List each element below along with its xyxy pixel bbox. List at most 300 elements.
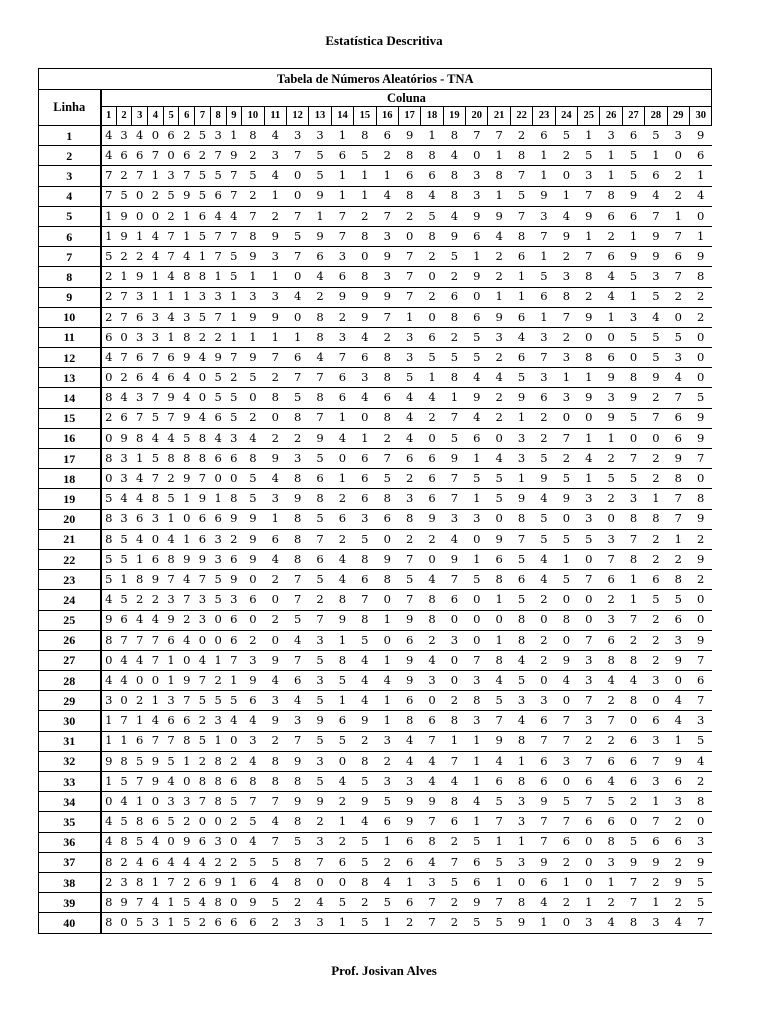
digit-cell: 1 [132,226,148,246]
digit-cell: 1 [555,872,577,892]
digit-cell: 6 [210,449,226,469]
digit-cell: 9 [179,408,195,428]
digit-cell: 4 [132,852,148,872]
digit-cell: 4 [510,650,532,670]
row-label: 33 [39,772,101,792]
row-label: 15 [39,408,101,428]
table-row [39,731,712,751]
digit-cell: 6 [667,610,689,630]
digit-cell: 9 [510,913,532,934]
digit-cell: 9 [179,671,195,691]
digit-cell: 8 [264,388,286,408]
digit-cell: 6 [195,872,211,892]
digit-cell: 4 [195,852,211,872]
digit-cell: 8 [179,449,195,469]
digit-cell: 8 [510,731,532,751]
digit-cell: 4 [466,368,488,388]
digit-cell: 1 [116,731,132,751]
digit-cell: 2 [101,307,117,327]
digit-cell: 9 [533,792,555,812]
digit-cell: 1 [148,287,164,307]
digit-cell: 6 [667,247,689,267]
digit-cell: 1 [488,287,510,307]
digit-cell: 5 [555,126,577,146]
table-row [39,792,712,812]
digit-cell: 5 [555,469,577,489]
digit-cell: 2 [667,166,689,186]
digit-cell: 5 [555,792,577,812]
digit-cell: 2 [376,428,398,448]
digit-cell: 5 [195,691,211,711]
digit-cell: 0 [578,549,600,569]
digit-cell: 5 [242,469,264,489]
digit-cell: 7 [510,206,532,226]
table-row [39,751,712,771]
column-number: 19 [443,107,465,126]
digit-cell: 9 [286,489,308,509]
digit-cell: 5 [645,327,667,347]
digit-cell: 8 [116,751,132,771]
digit-cell: 5 [645,287,667,307]
digit-cell: 7 [398,247,420,267]
digit-cell: 8 [101,893,117,913]
digit-cell: 3 [226,590,242,610]
digit-cell: 7 [690,650,712,670]
digit-cell: 6 [443,590,465,610]
digit-cell: 4 [226,711,242,731]
table-body [39,126,712,934]
digit-cell: 6 [148,852,164,872]
digit-cell: 4 [132,489,148,509]
digit-cell: 5 [264,893,286,913]
digit-cell: 5 [179,428,195,448]
digit-cell: 9 [242,529,264,549]
column-number: 14 [331,107,353,126]
digit-cell: 1 [226,872,242,892]
digit-cell: 8 [443,126,465,146]
digit-cell: 5 [622,166,644,186]
digit-cell: 1 [376,832,398,852]
digit-cell: 7 [398,287,420,307]
digit-cell: 2 [645,549,667,569]
digit-cell: 8 [354,751,376,771]
digit-cell: 9 [690,509,712,529]
digit-cell: 9 [309,792,331,812]
digit-cell: 2 [163,469,179,489]
row-label: 37 [39,852,101,872]
digit-cell: 5 [376,469,398,489]
digit-cell: 1 [488,146,510,166]
digit-cell: 3 [690,711,712,731]
column-number: 20 [466,107,488,126]
digit-cell: 4 [622,671,644,691]
digit-cell: 3 [645,731,667,751]
digit-cell: 6 [398,832,420,852]
digit-cell: 7 [163,247,179,267]
digit-cell: 0 [622,812,644,832]
digit-cell: 3 [195,590,211,610]
digit-cell: 1 [421,368,443,388]
digit-cell: 2 [555,146,577,166]
digit-cell: 9 [690,126,712,146]
digit-cell: 4 [555,206,577,226]
digit-cell: 0 [132,671,148,691]
digit-cell: 4 [132,650,148,670]
digit-cell: 9 [148,570,164,590]
digit-cell: 0 [667,146,689,166]
table-row [39,146,712,166]
digit-cell: 6 [132,146,148,166]
digit-cell: 9 [667,449,689,469]
digit-cell: 9 [148,772,164,792]
digit-cell: 0 [286,166,308,186]
digit-cell: 6 [398,852,420,872]
digit-cell: 6 [148,549,164,569]
digit-cell: 7 [398,549,420,569]
digit-cell: 3 [163,691,179,711]
digit-cell: 7 [421,913,443,934]
digit-cell: 9 [645,368,667,388]
digit-cell: 7 [376,206,398,226]
digit-cell: 6 [600,206,622,226]
digit-cell: 4 [264,671,286,691]
digit-cell: 3 [286,913,308,934]
digit-cell: 0 [264,408,286,428]
digit-cell: 9 [466,388,488,408]
digit-cell: 6 [331,146,353,166]
digit-cell: 6 [600,812,622,832]
digit-cell: 7 [210,226,226,246]
digit-cell: 3 [578,671,600,691]
table-row [39,126,712,146]
digit-cell: 8 [488,166,510,186]
table-row [39,206,712,226]
digit-cell: 9 [600,408,622,428]
digit-cell: 7 [421,893,443,913]
digit-cell: 6 [132,368,148,388]
digit-cell: 3 [309,630,331,650]
digit-cell: 8 [286,549,308,569]
column-number: 13 [309,107,331,126]
digit-cell: 7 [148,650,164,670]
digit-cell: 9 [309,226,331,246]
digit-cell: 3 [309,126,331,146]
digit-cell: 2 [101,408,117,428]
digit-cell: 6 [421,449,443,469]
digit-cell: 1 [600,166,622,186]
digit-cell: 1 [578,893,600,913]
digit-cell: 1 [376,711,398,731]
digit-cell: 8 [286,812,308,832]
digit-cell: 8 [331,590,353,610]
digit-cell: 0 [376,590,398,610]
digit-cell: 7 [398,267,420,287]
digit-cell: 0 [286,186,308,206]
digit-cell: 3 [116,509,132,529]
digit-cell: 2 [210,671,226,691]
digit-cell: 4 [555,671,577,691]
digit-cell: 6 [398,691,420,711]
digit-cell: 5 [398,570,420,590]
digit-cell: 5 [488,852,510,872]
digit-cell: 7 [242,792,264,812]
digit-cell: 3 [264,489,286,509]
digit-cell: 6 [690,146,712,166]
digit-cell: 7 [443,570,465,590]
row-label: 1 [39,126,101,146]
digit-cell: 2 [600,590,622,610]
digit-cell: 9 [163,610,179,630]
digit-cell: 0 [242,610,264,630]
digit-cell: 1 [101,772,117,792]
digit-cell: 8 [600,650,622,670]
digit-cell: 4 [421,388,443,408]
digit-cell: 3 [667,348,689,368]
digit-cell: 3 [533,327,555,347]
digit-cell: 2 [488,247,510,267]
digit-cell: 2 [226,852,242,872]
digit-cell: 2 [690,772,712,792]
column-number: 16 [376,107,398,126]
digit-cell: 7 [443,751,465,771]
digit-cell: 8 [286,408,308,428]
digit-cell: 8 [309,307,331,327]
digit-cell: 9 [286,792,308,812]
digit-cell: 7 [510,166,532,186]
digit-cell: 0 [600,509,622,529]
digit-cell: 6 [331,368,353,388]
digit-cell: 7 [488,126,510,146]
digit-cell: 5 [622,832,644,852]
digit-cell: 3 [645,772,667,792]
digit-cell: 0 [226,469,242,489]
digit-cell: 8 [578,348,600,368]
digit-cell: 5 [488,489,510,509]
digit-cell: 7 [466,650,488,670]
digit-cell: 2 [667,812,689,832]
digit-cell: 5 [210,388,226,408]
digit-cell: 5 [645,348,667,368]
digit-cell: 1 [466,549,488,569]
digit-cell: 4 [242,428,264,448]
digit-cell: 8 [510,226,532,246]
digit-cell: 7 [443,408,465,428]
column-number: 15 [354,107,376,126]
digit-cell: 1 [179,489,195,509]
digit-cell: 4 [148,610,164,630]
digit-cell: 5 [354,832,376,852]
digit-cell: 4 [163,852,179,872]
digit-cell: 4 [101,348,117,368]
digit-cell: 0 [179,509,195,529]
digit-cell: 0 [148,792,164,812]
digit-cell: 3 [466,711,488,731]
digit-cell: 5 [667,590,689,610]
digit-cell: 3 [132,287,148,307]
digit-cell: 5 [101,489,117,509]
digit-cell: 4 [132,610,148,630]
digit-cell: 7 [179,691,195,711]
digit-cell: 7 [264,348,286,368]
digit-cell: 7 [210,146,226,166]
digit-cell: 6 [116,610,132,630]
digit-cell: 9 [309,428,331,448]
digit-cell: 0 [226,731,242,751]
digit-cell: 8 [101,509,117,529]
digit-cell: 0 [331,449,353,469]
digit-cell: 3 [309,671,331,691]
table-row [39,469,712,489]
digit-cell: 0 [488,610,510,630]
digit-cell: 9 [376,287,398,307]
table-row [39,872,712,892]
digit-cell: 6 [226,610,242,630]
digit-cell: 5 [210,570,226,590]
digit-cell: 9 [242,509,264,529]
digit-cell: 1 [132,792,148,812]
digit-cell: 8 [195,772,211,792]
digit-cell: 7 [309,408,331,428]
digit-cell: 5 [309,691,331,711]
digit-cell: 8 [690,267,712,287]
digit-cell: 2 [264,610,286,630]
digit-cell: 5 [354,630,376,650]
digit-cell: 5 [226,388,242,408]
digit-cell: 9 [398,671,420,691]
digit-cell: 7 [533,832,555,852]
digit-cell: 3 [578,913,600,934]
digit-cell: 1 [264,509,286,529]
digit-cell: 5 [331,671,353,691]
row-label: 18 [39,469,101,489]
digit-cell: 6 [555,832,577,852]
digit-cell: 9 [210,872,226,892]
digit-cell: 4 [163,267,179,287]
digit-cell: 0 [667,671,689,691]
digit-cell: 3 [667,126,689,146]
digit-cell: 1 [645,489,667,509]
digit-cell: 3 [600,852,622,872]
digit-cell: 1 [331,126,353,146]
digit-cell: 6 [354,348,376,368]
digit-cell: 8 [690,489,712,509]
digit-cell: 0 [645,691,667,711]
digit-cell: 8 [116,832,132,852]
digit-cell: 1 [354,166,376,186]
digit-cell: 3 [421,671,443,691]
digit-cell: 1 [376,913,398,934]
digit-cell: 4 [264,549,286,569]
digit-cell: 5 [533,449,555,469]
digit-cell: 3 [264,146,286,166]
digit-cell: 3 [163,792,179,812]
digit-cell: 7 [600,549,622,569]
digit-cell: 8 [101,630,117,650]
digit-cell: 1 [309,206,331,226]
digit-cell: 9 [163,388,179,408]
digit-cell: 8 [264,772,286,792]
digit-cell: 1 [667,731,689,751]
digit-cell: 3 [690,832,712,852]
digit-cell: 8 [309,388,331,408]
digit-cell: 5 [466,348,488,368]
digit-cell: 3 [667,630,689,650]
digit-cell: 9 [398,610,420,630]
digit-cell: 6 [309,247,331,267]
digit-cell: 4 [179,247,195,267]
digit-cell: 6 [600,247,622,267]
digit-cell: 4 [354,671,376,691]
table-row [39,711,712,731]
digit-cell: 0 [148,671,164,691]
digit-cell: 5 [101,549,117,569]
digit-cell: 4 [376,671,398,691]
digit-cell: 9 [101,610,117,630]
digit-cell: 6 [466,872,488,892]
digit-cell: 1 [466,449,488,469]
digit-cell: 4 [163,772,179,792]
digit-cell: 6 [195,509,211,529]
digit-cell: 0 [622,711,644,731]
digit-cell: 2 [148,590,164,610]
row-label: 8 [39,267,101,287]
digit-cell: 5 [376,893,398,913]
digit-cell: 8 [443,166,465,186]
digit-cell: 8 [466,691,488,711]
digit-cell: 7 [286,590,308,610]
digit-cell: 1 [101,731,117,751]
digit-cell: 7 [443,852,465,872]
column-number: 3 [132,107,148,126]
digit-cell: 5 [600,792,622,812]
table-row [39,570,712,590]
digit-cell: 2 [600,893,622,913]
digit-cell: 6 [163,630,179,650]
digit-cell: 0 [600,327,622,347]
column-number: 5 [163,107,179,126]
digit-cell: 2 [555,327,577,347]
digit-cell: 7 [148,630,164,650]
digit-cell: 1 [264,186,286,206]
digit-cell: 0 [690,590,712,610]
digit-cell: 1 [578,226,600,246]
digit-cell: 4 [398,731,420,751]
digit-cell: 5 [286,610,308,630]
digit-cell: 1 [163,509,179,529]
digit-cell: 2 [533,630,555,650]
digit-cell: 3 [466,186,488,206]
digit-cell: 7 [622,449,644,469]
digit-cell: 0 [286,267,308,287]
digit-cell: 4 [148,247,164,267]
row-label: 19 [39,489,101,509]
digit-cell: 3 [555,348,577,368]
row-label: 23 [39,570,101,590]
digit-cell: 4 [443,206,465,226]
digit-cell: 2 [667,186,689,206]
digit-cell: 2 [645,449,667,469]
digit-cell: 7 [645,206,667,226]
digit-cell: 3 [116,126,132,146]
digit-cell: 1 [398,872,420,892]
digit-cell: 9 [690,247,712,267]
digit-cell: 6 [132,509,148,529]
digit-cell: 6 [376,812,398,832]
digit-cell: 5 [116,772,132,792]
digit-cell: 7 [645,408,667,428]
digit-cell: 3 [331,247,353,267]
digit-cell: 3 [148,307,164,327]
